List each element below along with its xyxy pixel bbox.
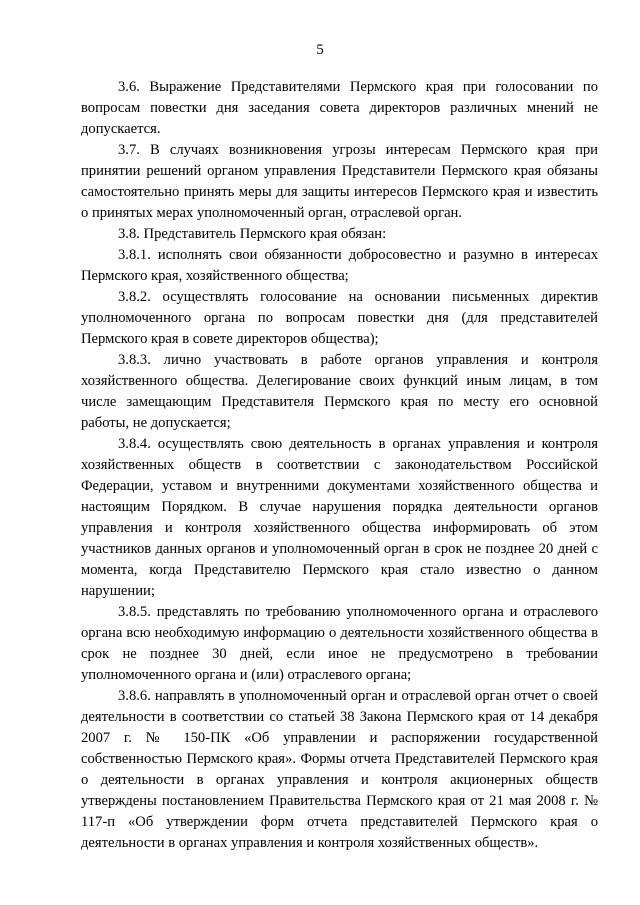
paragraph-3-8-4: 3.8.4. осуществлять свою деятельность в органах управления и контроля хозяйственных обществ в соответствии с законодательством Российской Федерации, уставом и внутренними документами хозяйственного общества и настоящим Порядком. В случае нарушения порядка деятельности органов управления и контроля хозяйственного общества информировать об этом участников данных органов и уполномоченный орган в срок не позднее 20 дней с момента, когда Представителю Пермского края стало известно о данном нарушении; xyxy=(81,436,598,599)
paragraph-3-8: 3.8. Представитель Пермского края обязан: xyxy=(118,226,387,242)
paragraph-3-8-2: 3.8.2. осуществлять голосование на основании письменных директив уполномоченного органа по вопросам повестки дня (для представителей Пермского края в совете директоров общества); xyxy=(81,289,598,347)
paragraph-3-8-3: 3.8.3. лично участвовать в работе органов управления и контроля хозяйственного общества. Делегирование своих функций иным лицам, в том числе замещающим Представителя Пермского края по месту его основной работы, не допускается; xyxy=(81,352,598,431)
paragraph-3-8-1: 3.8.1. исполнять свои обязанности добросовестно и разумно в интересах Пермского края, хозяйственного общества; xyxy=(81,247,598,284)
paragraph-3-6: 3.6. Выражение Представителями Пермского края при голосовании по вопросам повестки дня заседания совета директоров различных мнений не допускается. xyxy=(81,79,598,137)
paragraph-3-8-6: 3.8.6. направлять в уполномоченный орган и отраслевой орган отчет о своей деятельности в соответствии со статьей 38 Закона Пермского края от 14 декабря 2007 г. № 150-ПК «Об управлении и распоряжении государственной собственностью Пермского края». Формы отчета Представителей Пермского края о деятельности в органах управления и контроля акционерных обществ утверждены постановлением Правительства Пермского края от 21 мая 2008 г. № 117-п «Об утверждении форм отчета представителей Пермского края о деятельности в органах управления и контроля хозяйственных обществ». xyxy=(81,688,598,851)
document-body xyxy=(81,77,598,854)
page-number: 5 xyxy=(316,42,324,58)
paragraph-3-8-5: 3.8.5. представлять по требованию уполномоченного органа и отраслевого органа всю необходимую информацию о деятельности хозяйственного общества в срок не позднее 30 дней, если иное не предусмотрено в требовании уполномоченного органа и (или) отраслевого органа; xyxy=(81,604,598,683)
paragraph-3-7: 3.7. В случаях возникновения угрозы интересам Пермского края при принятии решений органом управления Представители Пермского края обязаны самостоятельно принять меры для защиты интересов Пермского края и известить о принятых мерах уполномоченный орган, отраслевой орган. xyxy=(81,142,598,221)
